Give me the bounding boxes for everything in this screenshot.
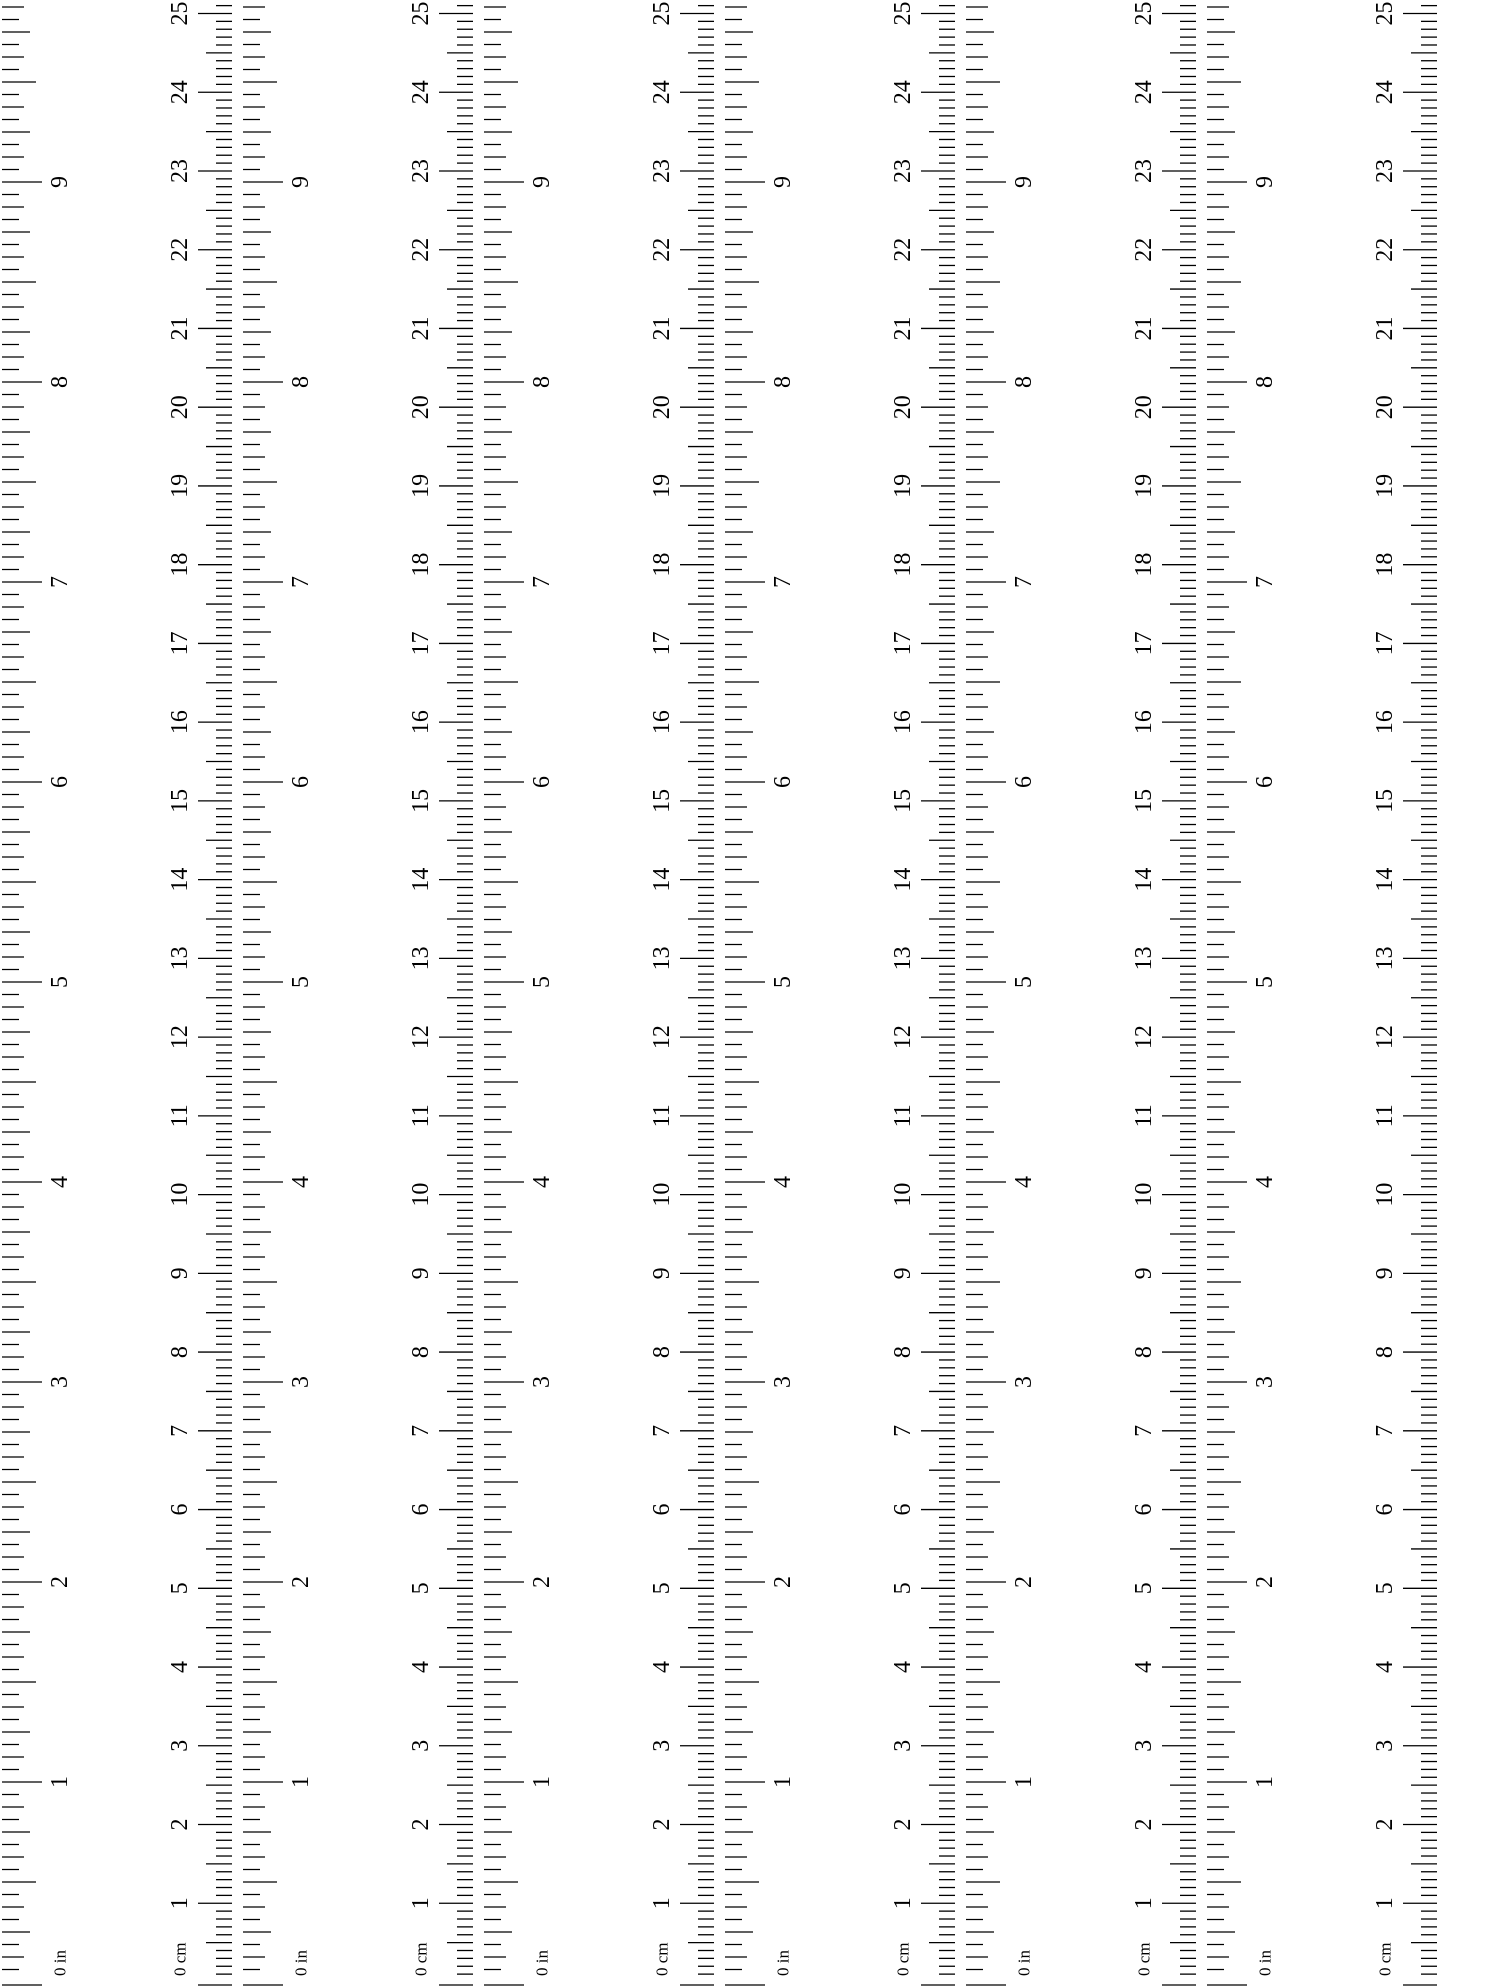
cm-tick-label: 15 (890, 788, 916, 813)
cm-unit-label: 0 cm (170, 1942, 190, 1976)
cm-tick-label: 10 (1131, 1182, 1157, 1207)
cm-tick-label: 22 (1131, 237, 1157, 262)
cm-tick-label: 7 (1131, 1424, 1157, 1437)
cm-tick-label: 21 (1131, 316, 1157, 341)
cm-tick-label: 7 (890, 1424, 916, 1437)
cm-tick-label: 16 (167, 710, 193, 735)
cm-tick-label: 20 (649, 395, 675, 420)
inch-tick-label: 9 (1011, 176, 1037, 188)
cm-tick-label: 25 (1131, 1, 1157, 26)
cm-tick-label: 7 (408, 1424, 434, 1437)
cm-tick-label: 22 (167, 237, 194, 262)
cm-tick-label: 4 (1372, 1661, 1398, 1674)
cm-tick-label: 11 (1372, 1104, 1398, 1128)
cm-tick-label: 16 (1131, 710, 1157, 735)
cm-tick-label: 6 (649, 1503, 675, 1516)
cm-tick-label: 22 (890, 237, 916, 262)
cm-tick-label: 17 (890, 631, 916, 656)
cm-strip-6 (1372, 1, 1437, 1985)
cm-tick-label: 8 (890, 1346, 916, 1359)
cm-tick-label: 12 (408, 1025, 434, 1050)
cm-tick-label: 14 (649, 867, 675, 892)
inch-strip-6 (1207, 7, 1278, 1985)
inch-tick-label: 6 (47, 776, 73, 788)
cm-tick-label: 3 (1131, 1739, 1157, 1752)
inch-tick-label: 6 (1252, 776, 1278, 788)
cm-strip-5 (1131, 1, 1196, 1985)
inch-tick-label: 9 (47, 176, 73, 188)
inch-strip-2 (243, 7, 314, 1985)
inch-tick-label: 5 (1252, 976, 1278, 988)
inch-tick-label: 5 (288, 976, 314, 988)
inch-tick-label: 6 (288, 776, 314, 788)
inch-tick-label: 2 (288, 1576, 314, 1588)
cm-tick-label: 18 (649, 552, 675, 577)
cm-tick-label: 19 (649, 473, 675, 498)
cm-tick-label: 22 (408, 237, 434, 262)
cm-tick-label: 4 (167, 1661, 193, 1674)
cm-tick-label: 5 (649, 1582, 675, 1595)
cm-tick-label: 18 (1372, 552, 1398, 577)
cm-tick-label: 6 (408, 1503, 434, 1516)
cm-tick-label: 3 (1372, 1739, 1398, 1752)
cm-tick-label: 5 (1372, 1582, 1398, 1595)
cm-tick-label: 19 (167, 473, 193, 498)
cm-tick-label: 21 (408, 316, 434, 341)
cm-tick-label: 20 (167, 395, 193, 420)
cm-tick-label: 7 (167, 1424, 193, 1437)
cm-tick-label: 11 (167, 1104, 193, 1128)
cm-unit-label: 0 cm (411, 1942, 431, 1976)
inch-tick-label: 6 (1011, 776, 1037, 788)
inch-tick-label: 3 (529, 1376, 555, 1388)
cm-tick-label: 14 (890, 867, 916, 892)
inch-tick-label: 8 (529, 376, 555, 388)
cm-tick-label: 17 (408, 631, 434, 656)
inch-tick-label: 7 (47, 576, 73, 588)
cm-tick-label: 11 (408, 1104, 434, 1128)
cm-tick-label: 7 (1372, 1424, 1398, 1437)
inch-unit-label: 0 in (50, 1950, 70, 1976)
cm-tick-label: 10 (649, 1182, 675, 1207)
cm-tick-label: 16 (890, 710, 916, 735)
cm-tick-label: 25 (1372, 1, 1398, 26)
inch-tick-label: 7 (288, 576, 314, 588)
inch-tick-label: 4 (1011, 1176, 1037, 1188)
cm-tick-label: 22 (1372, 237, 1398, 262)
inch-tick-label: 5 (529, 976, 555, 988)
inch-tick-label: 3 (47, 1376, 73, 1388)
cm-tick-label: 2 (649, 1818, 675, 1831)
cm-tick-label: 23 (167, 158, 193, 183)
cm-tick-label: 8 (167, 1346, 193, 1359)
cm-tick-label: 12 (890, 1025, 916, 1050)
cm-tick-label: 15 (1131, 788, 1157, 813)
cm-tick-label: 20 (408, 395, 434, 420)
inch-tick-label: 4 (529, 1176, 555, 1188)
cm-unit-label: 0 cm (652, 1942, 672, 1976)
cm-tick-label: 23 (649, 158, 675, 183)
inch-unit-label: 0 in (773, 1950, 793, 1976)
cm-tick-label: 2 (408, 1818, 434, 1831)
cm-tick-label: 3 (649, 1739, 675, 1752)
inch-unit-label: 0 in (532, 1950, 552, 1976)
cm-tick-label: 23 (408, 158, 434, 183)
inch-tick-label: 8 (1252, 376, 1278, 388)
cm-tick-label: 25 (890, 1, 916, 26)
inch-tick-label: 7 (770, 576, 796, 588)
inch-unit-label: 0 in (291, 1950, 311, 1976)
cm-tick-label: 23 (890, 158, 916, 183)
cm-tick-label: 19 (1372, 473, 1398, 498)
cm-tick-label: 2 (167, 1818, 193, 1831)
inch-tick-label: 8 (1011, 376, 1037, 388)
inch-strip-3 (484, 7, 555, 1985)
cm-tick-label: 23 (1372, 158, 1398, 183)
cm-tick-label: 8 (1131, 1346, 1157, 1359)
cm-tick-label: 25 (649, 1, 675, 26)
cm-tick-label: 3 (167, 1739, 193, 1752)
cm-tick-label: 16 (649, 710, 675, 735)
cm-tick-label: 14 (408, 867, 434, 892)
inch-tick-label: 2 (1011, 1576, 1037, 1588)
inch-tick-label: 4 (1252, 1176, 1278, 1188)
cm-tick-label: 5 (890, 1582, 916, 1595)
cm-tick-label: 21 (649, 316, 675, 341)
inch-tick-label: 1 (288, 1776, 314, 1788)
cm-tick-label: 15 (649, 788, 675, 813)
cm-tick-label: 14 (1131, 867, 1157, 892)
cm-tick-label: 24 (167, 80, 193, 105)
inch-tick-label: 3 (288, 1376, 314, 1388)
cm-tick-label: 1 (890, 1897, 916, 1910)
inch-tick-label: 3 (1011, 1376, 1037, 1388)
cm-tick-label: 20 (1131, 395, 1157, 420)
cm-tick-label: 1 (1131, 1897, 1157, 1910)
cm-tick-label: 18 (890, 552, 916, 577)
cm-tick-label: 21 (890, 316, 916, 341)
cm-tick-label: 9 (649, 1267, 675, 1280)
cm-tick-label: 8 (1372, 1346, 1398, 1359)
inch-unit-label: 0 in (1255, 1950, 1275, 1976)
cm-tick-label: 19 (408, 473, 434, 498)
inch-tick-label: 5 (770, 976, 796, 988)
cm-tick-label: 1 (649, 1897, 675, 1910)
cm-tick-label: 9 (167, 1267, 193, 1280)
inch-tick-label: 4 (47, 1176, 73, 1188)
cm-tick-label: 4 (408, 1661, 434, 1674)
cm-tick-label: 24 (1131, 80, 1157, 105)
inch-tick-label: 2 (529, 1576, 555, 1588)
cm-tick-label: 9 (1372, 1267, 1398, 1280)
cm-tick-label: 11 (890, 1104, 916, 1128)
inch-tick-label: 2 (1252, 1576, 1278, 1588)
inch-tick-label: 7 (1252, 576, 1278, 588)
cm-tick-label: 20 (1372, 395, 1398, 420)
cm-tick-label: 24 (890, 80, 916, 105)
cm-strip-3 (649, 1, 714, 1985)
cm-tick-label: 1 (408, 1897, 434, 1910)
cm-tick-label: 17 (167, 631, 193, 656)
cm-strip-1 (167, 1, 232, 1985)
cm-tick-label: 5 (1131, 1582, 1157, 1595)
cm-tick-label: 20 (890, 395, 916, 420)
cm-tick-label: 24 (649, 80, 675, 105)
inch-tick-label: 6 (770, 776, 796, 788)
cm-tick-label: 13 (1131, 946, 1157, 971)
cm-tick-label: 6 (167, 1503, 193, 1516)
cm-tick-label: 21 (1372, 316, 1398, 341)
cm-tick-label: 6 (1131, 1503, 1157, 1516)
cm-tick-label: 17 (1131, 631, 1157, 656)
inch-tick-label: 9 (288, 176, 314, 188)
cm-tick-label: 16 (408, 710, 434, 735)
cm-tick-label: 24 (408, 80, 434, 105)
cm-tick-label: 19 (890, 473, 916, 498)
inch-tick-label: 1 (529, 1776, 555, 1788)
inch-tick-label: 4 (288, 1176, 314, 1188)
cm-tick-label: 9 (1131, 1267, 1157, 1280)
cm-tick-label: 13 (408, 946, 434, 971)
cm-tick-label: 16 (1372, 710, 1398, 735)
cm-tick-label: 12 (167, 1025, 193, 1050)
cm-tick-label: 10 (408, 1182, 434, 1207)
cm-tick-label: 12 (1372, 1025, 1398, 1050)
cm-tick-label: 22 (649, 237, 675, 262)
inch-strip-5 (966, 7, 1037, 1985)
inch-strip-4 (725, 7, 796, 1985)
cm-strip-4 (890, 1, 955, 1985)
cm-tick-label: 9 (408, 1267, 434, 1280)
cm-tick-label: 19 (1131, 473, 1157, 498)
inch-tick-label: 2 (770, 1576, 796, 1588)
inch-tick-label: 2 (47, 1576, 73, 1588)
inch-tick-label: 6 (529, 776, 555, 788)
cm-tick-label: 18 (167, 552, 193, 577)
cm-tick-label: 14 (1372, 867, 1398, 892)
inch-tick-label: 5 (1011, 976, 1037, 988)
cm-tick-label: 12 (649, 1025, 675, 1050)
cm-tick-label: 10 (890, 1182, 916, 1207)
inch-tick-label: 7 (1011, 576, 1037, 588)
inch-tick-label: 1 (770, 1776, 796, 1788)
inch-tick-label: 1 (1011, 1776, 1037, 1788)
cm-tick-label: 25 (167, 1, 193, 26)
cm-tick-label: 21 (167, 316, 193, 341)
cm-tick-label: 4 (649, 1661, 675, 1674)
cm-tick-label: 2 (1131, 1818, 1157, 1831)
cm-tick-label: 15 (1372, 788, 1398, 813)
inch-tick-label: 3 (1252, 1376, 1278, 1388)
cm-tick-label: 5 (167, 1582, 193, 1595)
cm-tick-label: 13 (649, 946, 675, 971)
cm-tick-label: 17 (1372, 631, 1398, 656)
cm-tick-label: 25 (408, 1, 434, 26)
cm-tick-label: 24 (1372, 80, 1398, 105)
inch-tick-label: 9 (1252, 176, 1278, 188)
inch-tick-label: 5 (47, 976, 73, 988)
inch-tick-label: 9 (770, 176, 796, 188)
inch-tick-label: 1 (1252, 1776, 1278, 1788)
cm-tick-label: 2 (890, 1818, 916, 1831)
cm-tick-label: 18 (1131, 552, 1157, 577)
cm-tick-label: 14 (167, 867, 193, 892)
cm-tick-label: 8 (408, 1346, 434, 1359)
cm-tick-label: 10 (1372, 1182, 1398, 1207)
inch-tick-label: 7 (529, 576, 555, 588)
cm-unit-label: 0 cm (1134, 1942, 1154, 1976)
cm-tick-label: 12 (1131, 1025, 1157, 1050)
inch-tick-label: 3 (770, 1376, 796, 1388)
cm-tick-label: 23 (1131, 158, 1157, 183)
cm-tick-label: 1 (1372, 1897, 1398, 1910)
cm-tick-label: 11 (649, 1104, 675, 1128)
cm-tick-label: 18 (408, 552, 434, 577)
cm-tick-label: 13 (890, 946, 916, 971)
inch-tick-label: 8 (770, 376, 796, 388)
cm-tick-label: 4 (1131, 1661, 1157, 1674)
cm-tick-label: 4 (890, 1661, 916, 1674)
cm-tick-label: 13 (1372, 946, 1398, 971)
cm-tick-label: 15 (167, 788, 193, 813)
cm-tick-label: 6 (890, 1503, 916, 1516)
cm-tick-label: 2 (1372, 1818, 1398, 1831)
inch-tick-label: 8 (288, 376, 314, 388)
inch-tick-label: 1 (47, 1776, 73, 1788)
cm-tick-label: 3 (408, 1739, 434, 1752)
cm-tick-label: 15 (408, 788, 434, 813)
cm-tick-label: 6 (1372, 1503, 1398, 1516)
cm-unit-label: 0 cm (893, 1942, 913, 1976)
cm-tick-label: 8 (649, 1346, 675, 1359)
cm-tick-label: 17 (649, 631, 675, 656)
cm-strip-2 (408, 1, 473, 1985)
inch-strip-1 (2, 7, 73, 1985)
cm-tick-label: 10 (167, 1182, 193, 1207)
cm-unit-label: 0 cm (1375, 1942, 1395, 1976)
cm-tick-label: 13 (167, 946, 193, 971)
inch-tick-label: 4 (770, 1176, 796, 1188)
inch-unit-label: 0 in (1014, 1950, 1034, 1976)
cm-tick-label: 7 (649, 1424, 675, 1437)
inch-tick-label: 8 (47, 376, 73, 388)
cm-tick-label: 1 (167, 1897, 193, 1910)
cm-tick-label: 3 (890, 1739, 916, 1752)
cm-tick-label: 5 (408, 1582, 434, 1595)
cm-tick-label: 11 (1131, 1104, 1157, 1128)
cm-tick-label: 9 (890, 1267, 916, 1280)
inch-tick-label: 9 (529, 176, 555, 188)
